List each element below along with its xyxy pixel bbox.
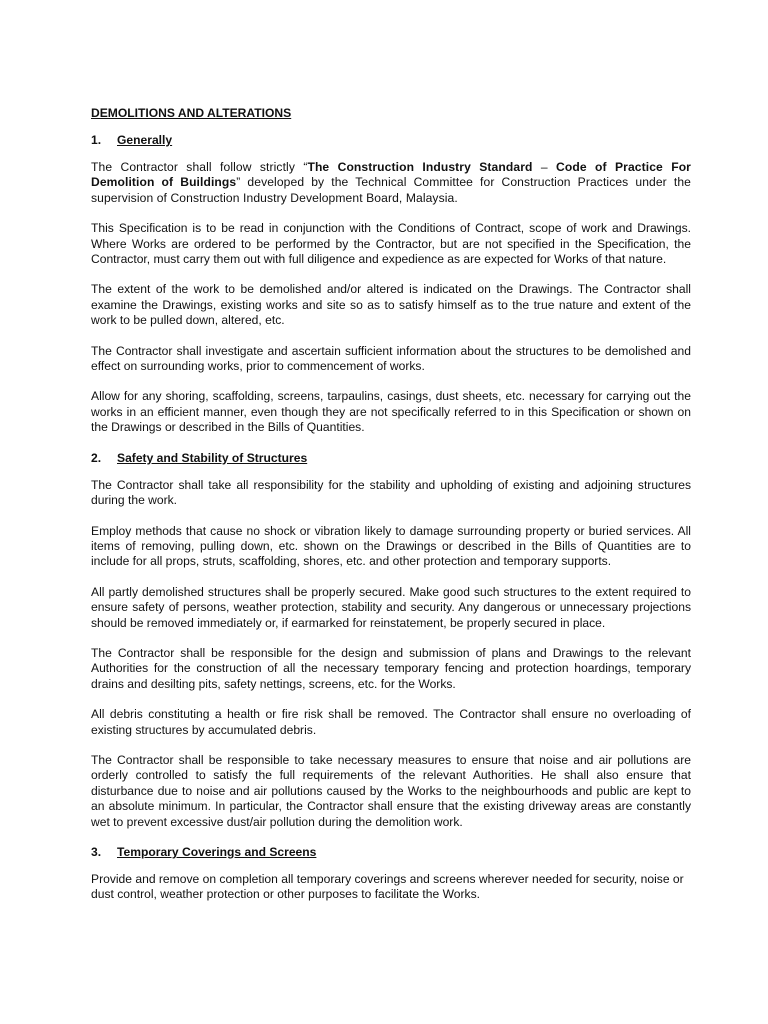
paragraph: The Contractor shall investigate and ascertain sufficient information about the structures to be demolished and effect on surrounding works, prior to commencement of works.: [91, 343, 691, 374]
paragraph: All partly demolished structures shall be properly secured. Make good such structures to the extent required to ensure safety of persons, weather protection, stability and security. Any dangerous or unnecessary projections should be removed immediately or, if earmarked for reinstatement, be properly secured in place.: [91, 584, 691, 630]
paragraph: All debris constituting a health or fire risk shall be removed. The Contractor shall ensure no overloading of existing structures by accumulated debris.: [91, 707, 691, 737]
section-title: Temporary Coverings and Screens: [117, 845, 317, 859]
section-number: 2.: [91, 450, 102, 465]
bold-text-run: The Construction Industry Standard: [307, 160, 533, 174]
paragraph: Employ methods that cause no shock or vibration likely to damage surrounding property or buried services. All items of removing, pulling down, etc. shown on the Drawings or described in the Bills of Quantities are to include for all props, struts, scaffolding, shores, etc. and other protection and temporary supports.: [91, 523, 691, 569]
paragraph: The Contractor shall take all responsibility for the stability and upholding of existing and adjoining structures during the work.: [91, 477, 691, 508]
section-number: 1.: [91, 133, 102, 147]
section-temporary-coverings: [91, 845, 691, 903]
section-heading: [91, 845, 691, 860]
section-heading: [91, 133, 691, 148]
text-run: ” developed by the Technical Committee for Construction Practices under the supervision of Construction Industry Development Board, Malaysia.: [91, 175, 691, 205]
paragraph: Allow for any shoring, scaffolding, screens, tarpaulins, casings, dust sheets, etc. necessary for carrying out the works in an efficient manner, even though they are not specifically referred to in this Specification or shown on the Drawings or described in the Bills of Quantities.: [91, 389, 691, 435]
document-body: [91, 106, 691, 918]
text-run: –: [532, 160, 557, 174]
paragraph: [91, 160, 691, 206]
paragraph: The extent of the work to be demolished and/or altered is indicated on the Drawings. The Contractor shall examine the Drawings, existing works and site so as to satisfy himself as to the true nature and extent of the work to be pulled down, altered, etc.: [91, 282, 691, 328]
paragraph: Provide and remove on completion all temporary coverings and screens wherever needed for security, noise or dust control, weather protection or other purposes to facilitate the Works.: [91, 872, 684, 902]
section-number: 3.: [91, 845, 102, 859]
paragraph: The Contractor shall be responsible to take necessary measures to ensure that noise and air pollutions are orderly controlled to satisfy the full requirements of the relevant Authorities. He shall also ensure that disturbance due to noise and air pollutions caused by the Works to the neighbourhoods and public are kept to an absolute minimum. In particular, the Contractor shall ensure that the existing driveway areas are constantly wet to prevent excessive dust/air pollution during the demolition work.: [91, 752, 691, 829]
text-run: The Contractor shall follow strictly “: [91, 160, 308, 174]
section-title: Safety and Stability of Structures: [117, 450, 308, 465]
section-generally: [91, 133, 691, 436]
section-safety-stability: [91, 451, 691, 830]
bold-text-run: Code of Practice For Demolition of Buildings: [91, 160, 691, 190]
section-title: Generally: [117, 133, 173, 147]
paragraph: This Specification is to be read in conjunction with the Conditions of Contract, scope of work and Drawings. Where Works are ordered to be performed by the Contractor, but are not specified in the Specification, the Contractor, must carry them out with full diligence and expedience as are expected for Works of that nature.: [91, 221, 691, 267]
paragraph: The Contractor shall be responsible for the design and submission of plans and Drawings to the relevant Authorities for the construction of all the necessary temporary fencing and protection hoardings, temporary drains and desilting pits, safety nettings, screens, etc. for the Works.: [91, 645, 691, 691]
section-heading: [91, 451, 691, 466]
document-title: DEMOLITIONS AND ALTERATIONS: [91, 106, 292, 120]
